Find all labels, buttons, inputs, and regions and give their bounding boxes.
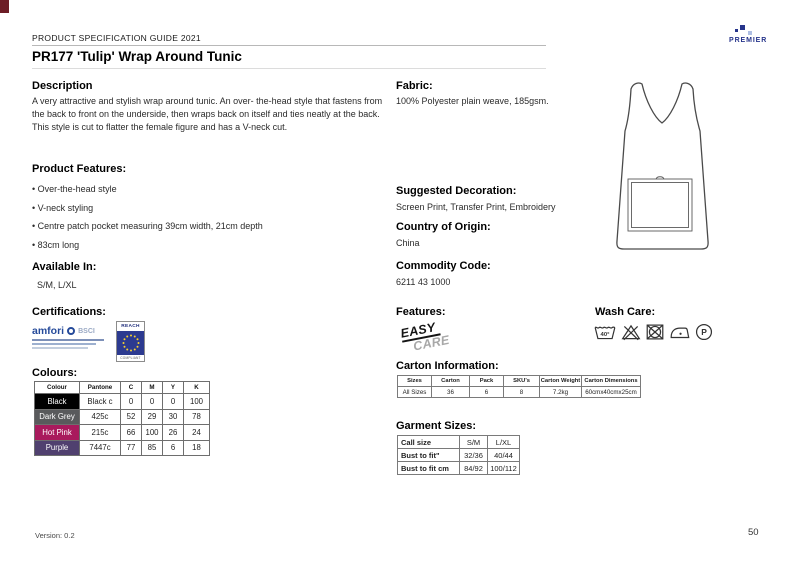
feature-item: • 83cm long [32,236,388,255]
table-row [35,409,210,425]
col-header: Pantone [80,382,121,394]
bsci-logo-text: BSCI [78,327,95,335]
carton-information-table [397,375,641,398]
row-label: Bust to fit cm [398,462,460,475]
col-header: Colour [35,382,80,394]
col-header: Sizes [398,376,432,387]
cell: 84/92 [460,462,488,475]
amfori-fineprint [32,339,112,349]
page-number: 50 [748,527,759,538]
wash-40-icon [593,323,617,341]
cell: 6 [470,387,504,398]
cell: Black c [80,394,121,410]
cell: 100 [184,394,210,410]
col-header: C [121,382,142,394]
cell: 0 [163,394,184,410]
cell: All Sizes [398,387,432,398]
feature-item: • V-neck styling [32,199,388,218]
cell: 60cmx40cmx25cm [582,387,641,398]
col-header: Y [163,382,184,394]
tunic-line-drawing [613,79,715,255]
cell: L/XL [488,436,520,449]
available-in-heading: Available In: [32,261,97,273]
garment-sizes-heading: Garment Sizes: [396,420,477,432]
premier-logo-square [740,25,745,30]
cell: 425c [80,409,121,425]
col-header: Pack [470,376,504,387]
colours-header-row [35,382,210,394]
commodity-code-heading: Commodity Code: [396,260,491,272]
colour-swatch: Hot Pink [35,425,80,441]
version-label: Version: 0.2 [35,531,75,540]
iron-icon [669,323,691,341]
description-heading: Description [32,80,93,92]
description-text: A very attractive and stylish wrap around tunic. An over- the-head style that fastens from the back to front on the underside, then wraps back on itself and ties neatly at the back. This style is cut to flatter the female figure and has a V-neck cut. [32,96,383,133]
table-row [398,436,520,449]
cell: 24 [184,425,210,441]
cell: 85 [142,440,163,456]
reach-compliant-logo [116,321,145,362]
available-in-value: S/M, L/XL [37,280,77,290]
cell: 40/44 [488,449,520,462]
cell: 18 [184,440,210,456]
guide-title: PRODUCT SPECIFICATION GUIDE 2021 [32,33,201,43]
dry-clean-p-icon [695,323,713,341]
reach-logo-text: REACH [121,324,140,329]
cell: 7447c [80,440,121,456]
row-label: Call size [398,436,460,449]
amfori-bsci-logo [32,325,112,359]
features-heading: Features: [396,306,446,318]
country-of-origin-heading: Country of Origin: [396,221,491,233]
col-header: Carton [432,376,470,387]
colour-swatch: Black [35,394,80,410]
corner-artifact [0,0,9,13]
col-header: K [184,382,210,394]
cell: 215c [80,425,121,441]
easy-care-logo [399,315,456,355]
title-rule [32,68,546,69]
table-row [35,394,210,410]
cell: 100/112 [488,462,520,475]
fabric-heading: Fabric: [396,80,433,92]
cell: S/M [460,436,488,449]
table-row [398,462,520,475]
cell: 29 [142,409,163,425]
cell: 8 [504,387,540,398]
suggested-decoration-heading: Suggested Decoration: [396,185,517,197]
colours-table [34,381,210,456]
amfori-ring-icon [67,327,75,335]
country-of-origin-text: China [396,238,420,248]
fabric-text: 100% Polyester plain weave, 185gsm. [396,96,549,106]
suggested-decoration-text: Screen Print, Transfer Print, Embroidery [396,202,556,212]
cell: 32/36 [460,449,488,462]
feature-item: • Over-the-head style [32,180,388,199]
cell: 30 [163,409,184,425]
do-not-tumble-dry-icon [645,323,665,341]
premier-logo-square [748,31,752,35]
easy-care-logo-care: CARE [412,332,451,354]
premier-logo-text: PREMIER [729,37,768,44]
col-header: Carton Dimensions [582,376,641,387]
header-rule [32,45,546,46]
page-title: PR177 'Tulip' Wrap Around Tunic [32,49,242,64]
cell: 36 [432,387,470,398]
cell: 0 [142,394,163,410]
feature-item: • Centre patch pocket measuring 39cm width, 21cm depth [32,217,388,236]
col-header: M [142,382,163,394]
table-row [35,425,210,441]
reach-compliant-text: COMPLIANT [120,356,141,360]
svg-text:P: P [701,327,707,338]
cell: 66 [121,425,142,441]
cell: 7.2kg [540,387,582,398]
eu-stars-icon [117,331,144,355]
certifications-heading: Certifications: [32,306,106,318]
col-header: Carton Weight [540,376,582,387]
colour-swatch: Purple [35,440,80,456]
carton-information-heading: Carton Information: [396,360,499,372]
colour-swatch: Dark Grey [35,409,80,425]
table-row [398,387,641,398]
garment-sizes-table [397,435,520,475]
product-features-heading: Product Features: [32,163,127,175]
col-header: SKU's [504,376,540,387]
wash-care-heading: Wash Care: [595,306,656,318]
row-label: Bust to fit" [398,449,460,462]
cell: 78 [184,409,210,425]
wash-care-icons [593,323,713,341]
cell: 52 [121,409,142,425]
premier-logo [729,24,775,50]
table-row [398,449,520,462]
do-not-bleach-icon [621,323,641,341]
carton-header-row [398,376,641,387]
table-row [35,440,210,456]
cell: 26 [163,425,184,441]
amfori-logo-text: amfori [32,325,65,337]
product-features-list [32,180,388,254]
cell: 6 [163,440,184,456]
colours-heading: Colours: [32,367,78,379]
cell: 0 [121,394,142,410]
easy-care-logo-easy: EASY [399,319,441,342]
svg-text:40°: 40° [600,331,610,338]
cell: 77 [121,440,142,456]
premier-logo-square [735,29,738,32]
cell: 100 [142,425,163,441]
commodity-code-text: 6211 43 1000 [396,277,451,287]
